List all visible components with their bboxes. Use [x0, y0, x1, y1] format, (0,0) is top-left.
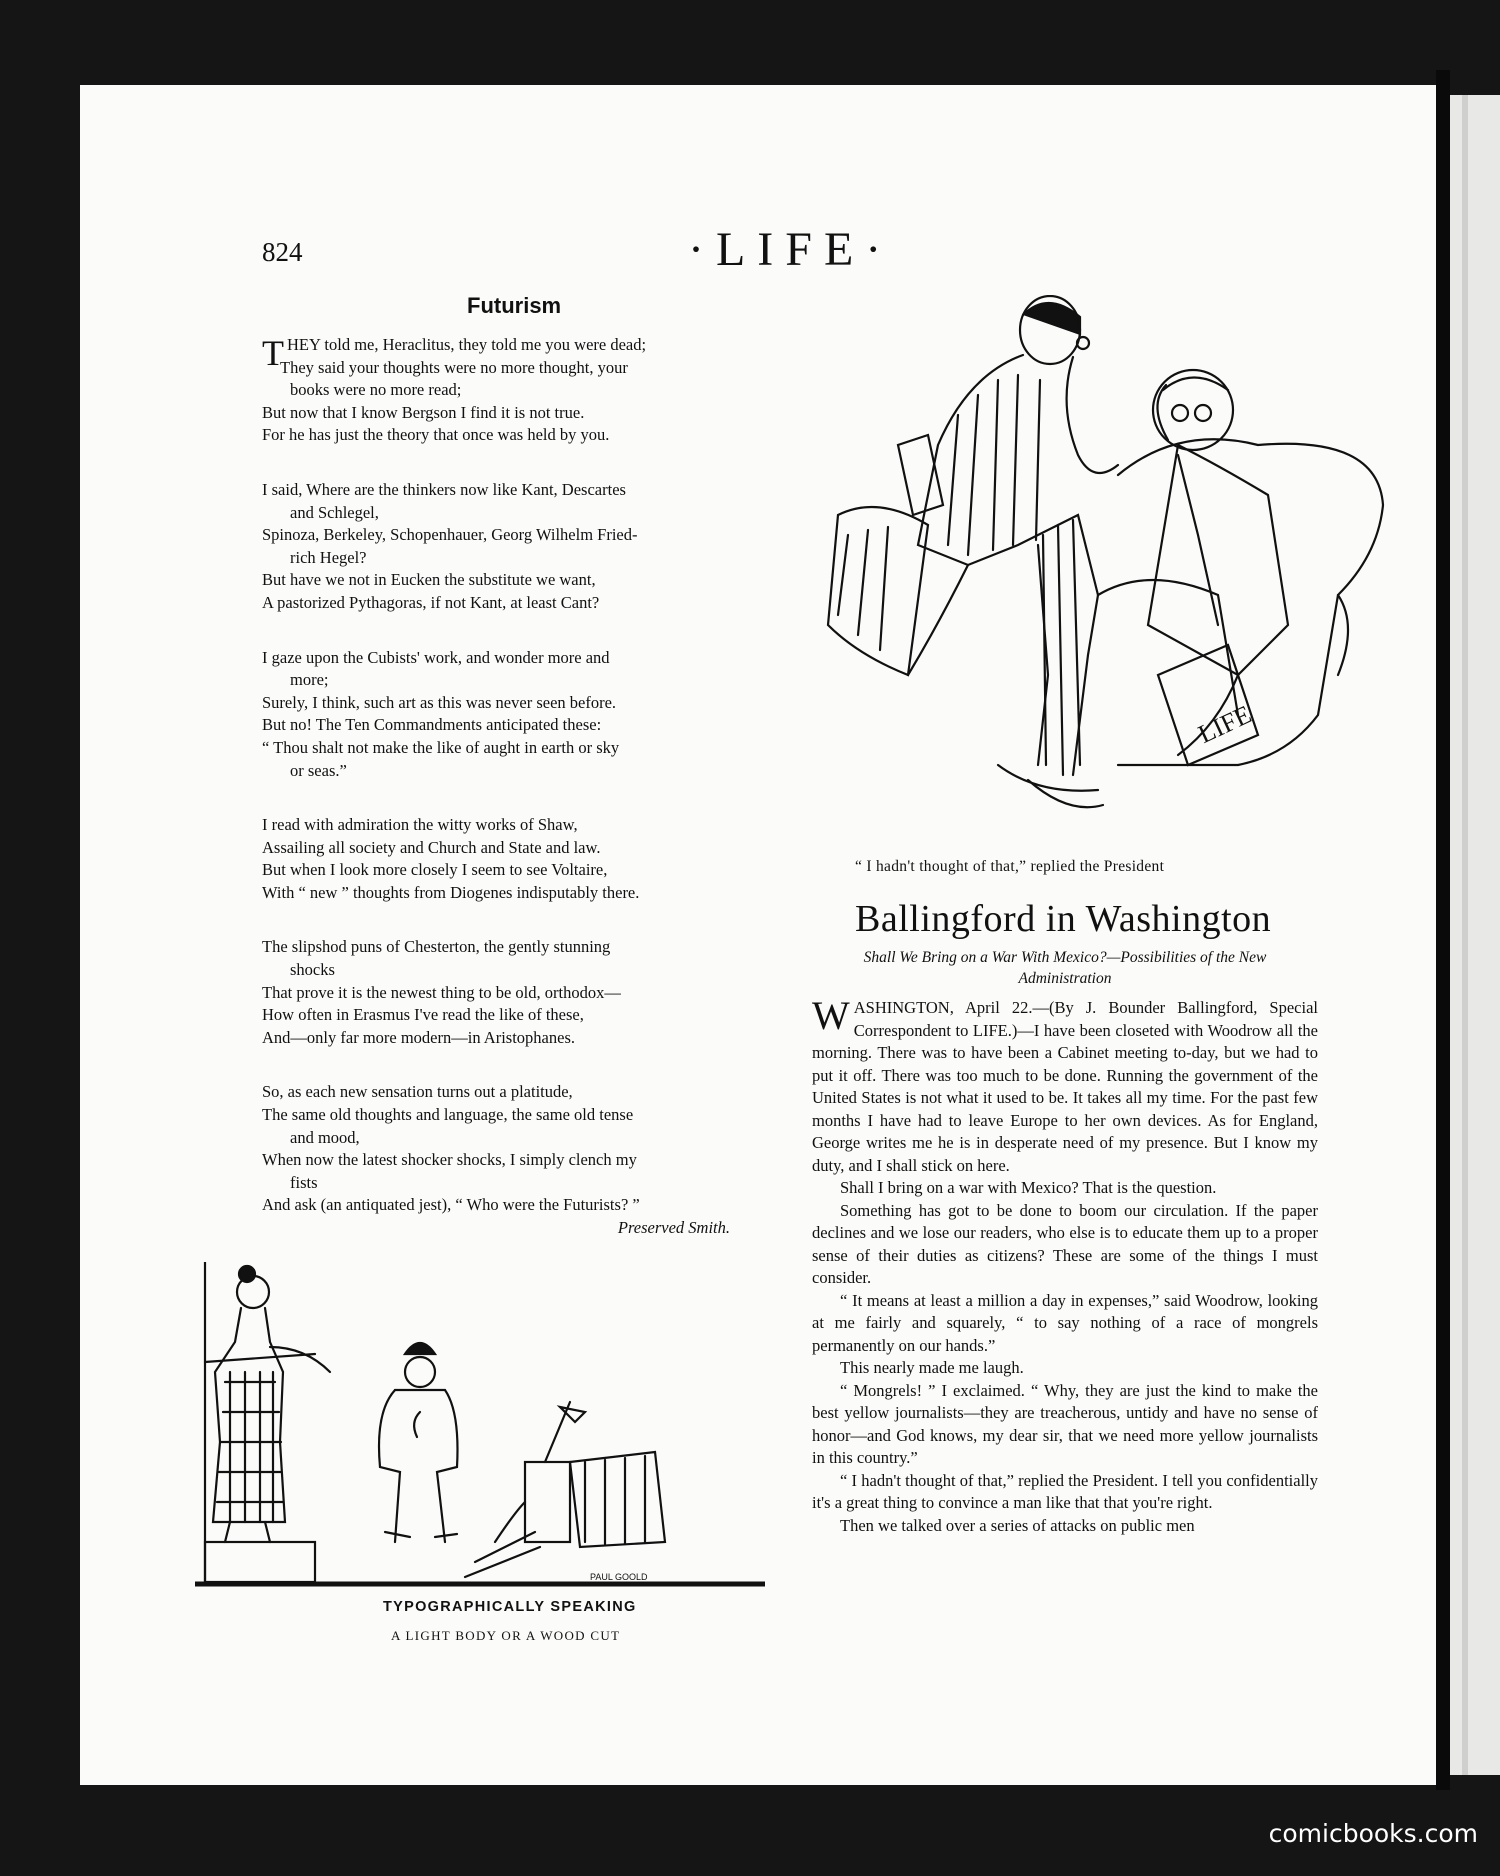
poem-line [262, 1004, 770, 1027]
poem-stanza [262, 814, 770, 904]
poem-line-text: Assailing all society and Church and State and law. [262, 837, 601, 857]
poem-line [262, 669, 770, 692]
page-number: 824 [262, 237, 303, 267]
poem-line-text: I gaze upon the Cubists' work, and wonder more and [262, 647, 610, 667]
poem-line-text: But when I look more closely I seem to see Voltaire, [262, 860, 608, 880]
next-page-shadow [1462, 95, 1468, 1775]
article-body [812, 993, 1318, 1537]
poem-line-text: But now that I know Bergson I find it is not true. [262, 402, 585, 422]
article-paragraph-text: “ Mongrels! ” I exclaimed. “ Why, they are just the kind to make the best yellow journalists—they are treacherous, untidy and have no sense of honor—and God knows, my dear sir, that we need more yellow journalists in this country.” [812, 1380, 1318, 1467]
poem-line-text: And ask (an antiquated jest), “ Who were the Futurists? ” [262, 1195, 640, 1215]
poem-line [262, 402, 770, 425]
article-paragraph [812, 1177, 1318, 1200]
poem-line [262, 692, 770, 715]
svg-text:LIFE: LIFE [1193, 699, 1256, 750]
poem-line-text: So, as each new sensation turns out a platitude, [262, 1082, 573, 1102]
poem-stanza [262, 1081, 770, 1239]
poem-line [262, 714, 770, 737]
poem-line [262, 1127, 770, 1150]
poem-stanza [262, 479, 770, 615]
poem-line-text: books were no more read; [290, 380, 462, 400]
poem-line-text: rich Hegel? [290, 547, 367, 567]
article-paragraph [812, 1515, 1318, 1538]
poem-line-text: The same old thoughts and language, the same old tense [262, 1105, 634, 1125]
poem-line-text: For he has just the theory that once was held by you. [262, 425, 610, 445]
poem-line [262, 859, 770, 882]
poem-line [262, 502, 770, 525]
poem-line [262, 1194, 770, 1217]
poem-line [262, 959, 770, 982]
poem-body [262, 334, 770, 1271]
poem-line-text: fists [290, 1172, 318, 1192]
poem-line [262, 424, 770, 447]
poem-signature: Preserved Smith. [617, 1218, 730, 1237]
poem-line [262, 1104, 770, 1127]
poem-line-text: That prove it is the newest thing to be old, orthodox— [262, 982, 621, 1002]
poem-line [262, 524, 770, 547]
article-subtitle: Shall We Bring on a War With Mexico?—Possibilities of the New Administration [863, 949, 1267, 987]
article-paragraph [812, 1357, 1318, 1380]
poem-line [262, 357, 770, 380]
poem-line-text: I said, Where are the thinkers now like Kant, Descartes [262, 479, 626, 499]
article-title: Ballingford in Washington [855, 898, 1272, 940]
article-paragraph [812, 1200, 1318, 1290]
article-paragraph [812, 993, 1318, 1177]
article-paragraph-text: This nearly made me laugh. [840, 1358, 1024, 1377]
article-paragraph-text: Something has got to be done to boom our circulation. If the paper declines and we lose our readers, who else is to educate them up to a proper sense of their duties as citizens? These are some of the things I must consider. [812, 1200, 1318, 1287]
poem-line-text: But have we not in Eucken the substitute we want, [262, 570, 596, 590]
poem-title: Futurism [467, 293, 562, 318]
article-paragraph-text: Then we talked over a series of attacks on public men [840, 1515, 1195, 1535]
caption-title: TYPOGRAPHICALLY SPEAKING [383, 1599, 637, 1615]
poem-line [262, 737, 770, 760]
poem-line-text: A pastorized Pythagoras, if not Kant, at least Cant? [262, 592, 600, 612]
poem-line [262, 569, 770, 592]
poem-line [262, 982, 770, 1005]
svg-text:PAUL GOOLD: PAUL GOOLD [590, 1572, 648, 1582]
poem-stanza [262, 936, 770, 1049]
article-paragraph [812, 1470, 1318, 1515]
poem-line [262, 1027, 770, 1050]
site-watermark: comicbooks.com [1268, 1819, 1478, 1848]
poem-stanza [262, 334, 770, 447]
poem-line [262, 1172, 770, 1195]
article-dropcap: W [812, 993, 850, 1038]
poem-line-text: Surely, I think, such art as this was never seen before. [262, 692, 617, 712]
poem-line-text: And—only far more modern—in Aristophanes. [262, 1027, 575, 1047]
poem-line-text: “ Thou shalt not make the like of aught in earth or sky [262, 737, 620, 757]
cartoon-two-men-chair-icon [818, 295, 1388, 855]
poem-line-text: But no! The Ten Commandments anticipated these: [262, 715, 602, 735]
caption-subtitle: A LIGHT BODY OR A WOOD CUT [391, 1628, 621, 1643]
article-paragraph-text: Shall I bring on a war with Mexico? That is the question. [840, 1178, 1217, 1197]
poem-line [262, 882, 770, 905]
poem-line [262, 592, 770, 615]
cartoon-caption: “ I hadn't thought of that,” replied the President [855, 858, 1165, 875]
poem-line [262, 379, 770, 402]
poem-line [262, 547, 770, 570]
page-spine [1436, 70, 1450, 1790]
poem-line-text: They said your thoughts were no more thought, your [280, 357, 628, 377]
poem-line-text: I read with admiration the witty works of Shaw, [262, 815, 578, 835]
article-paragraph-text: “ It means at least a million a day in expenses,” said Woodrow, looking at me fairly and squarely, “ to say nothing of a race of mongrels permanently on our hands.” [812, 1290, 1318, 1355]
poem-line-text: and mood, [290, 1127, 360, 1147]
poem-line-text: When now the latest shocker shocks, I simply clench my [262, 1150, 637, 1170]
article-paragraph [812, 1380, 1318, 1470]
next-page-edge [1450, 95, 1500, 1775]
poem-line [262, 837, 770, 860]
poem-line [262, 760, 770, 783]
poem-line [262, 647, 770, 670]
article-paragraph [812, 1290, 1318, 1358]
poem-line [262, 936, 770, 959]
poem-line-text: more; [290, 670, 329, 690]
poem-stanza [262, 647, 770, 783]
poem-line [262, 814, 770, 837]
poem-line-text: HEY told me, Heraclitus, they told me you were dead; [287, 335, 647, 354]
article-paragraph-text: “ I hadn't thought of that,” replied the President. I tell you confidentially it's a great thing to convince a man like that that you're right. [812, 1470, 1318, 1512]
poem-line-text: How often in Erasmus I've read the like of these, [262, 1005, 584, 1025]
poem-dropcap: T [262, 333, 284, 373]
cartoon-woman-tramp-woodpile-icon [195, 1262, 765, 1592]
poem-line-text: shocks [290, 960, 335, 980]
poem-line-text: The slipshod puns of Chesterton, the gently stunning [262, 937, 611, 957]
poem-line-text: Spinoza, Berkeley, Schopenhauer, Georg Wilhelm Fried- [262, 525, 638, 545]
masthead: ·LIFE· [688, 223, 894, 276]
poem-line [262, 1149, 770, 1172]
poem-line-text: and Schlegel, [290, 502, 379, 522]
poem-line [262, 1081, 770, 1104]
poem-line-text: or seas.” [290, 760, 347, 780]
poem-line [262, 479, 770, 502]
article-paragraph-text: ASHINGTON, April 22.—(By J. Bounder Ballingford, Special Correspondent to LIFE.)—I have been closeted with Woodrow all the morning. There was to have been a Cabinet meeting to-day, but we had to put it off. There was too much to be done. Running the government of the United States is not what it used to be. It takes all my time. For the past few months I have had to leave Europe to her own devices. As for England, George writes me he is in desperate need of my presence. But I know my duty, and I shall stick on here. [812, 998, 1318, 1175]
poem-line-text: With “ new ” thoughts from Diogenes indisputably there. [262, 882, 640, 902]
